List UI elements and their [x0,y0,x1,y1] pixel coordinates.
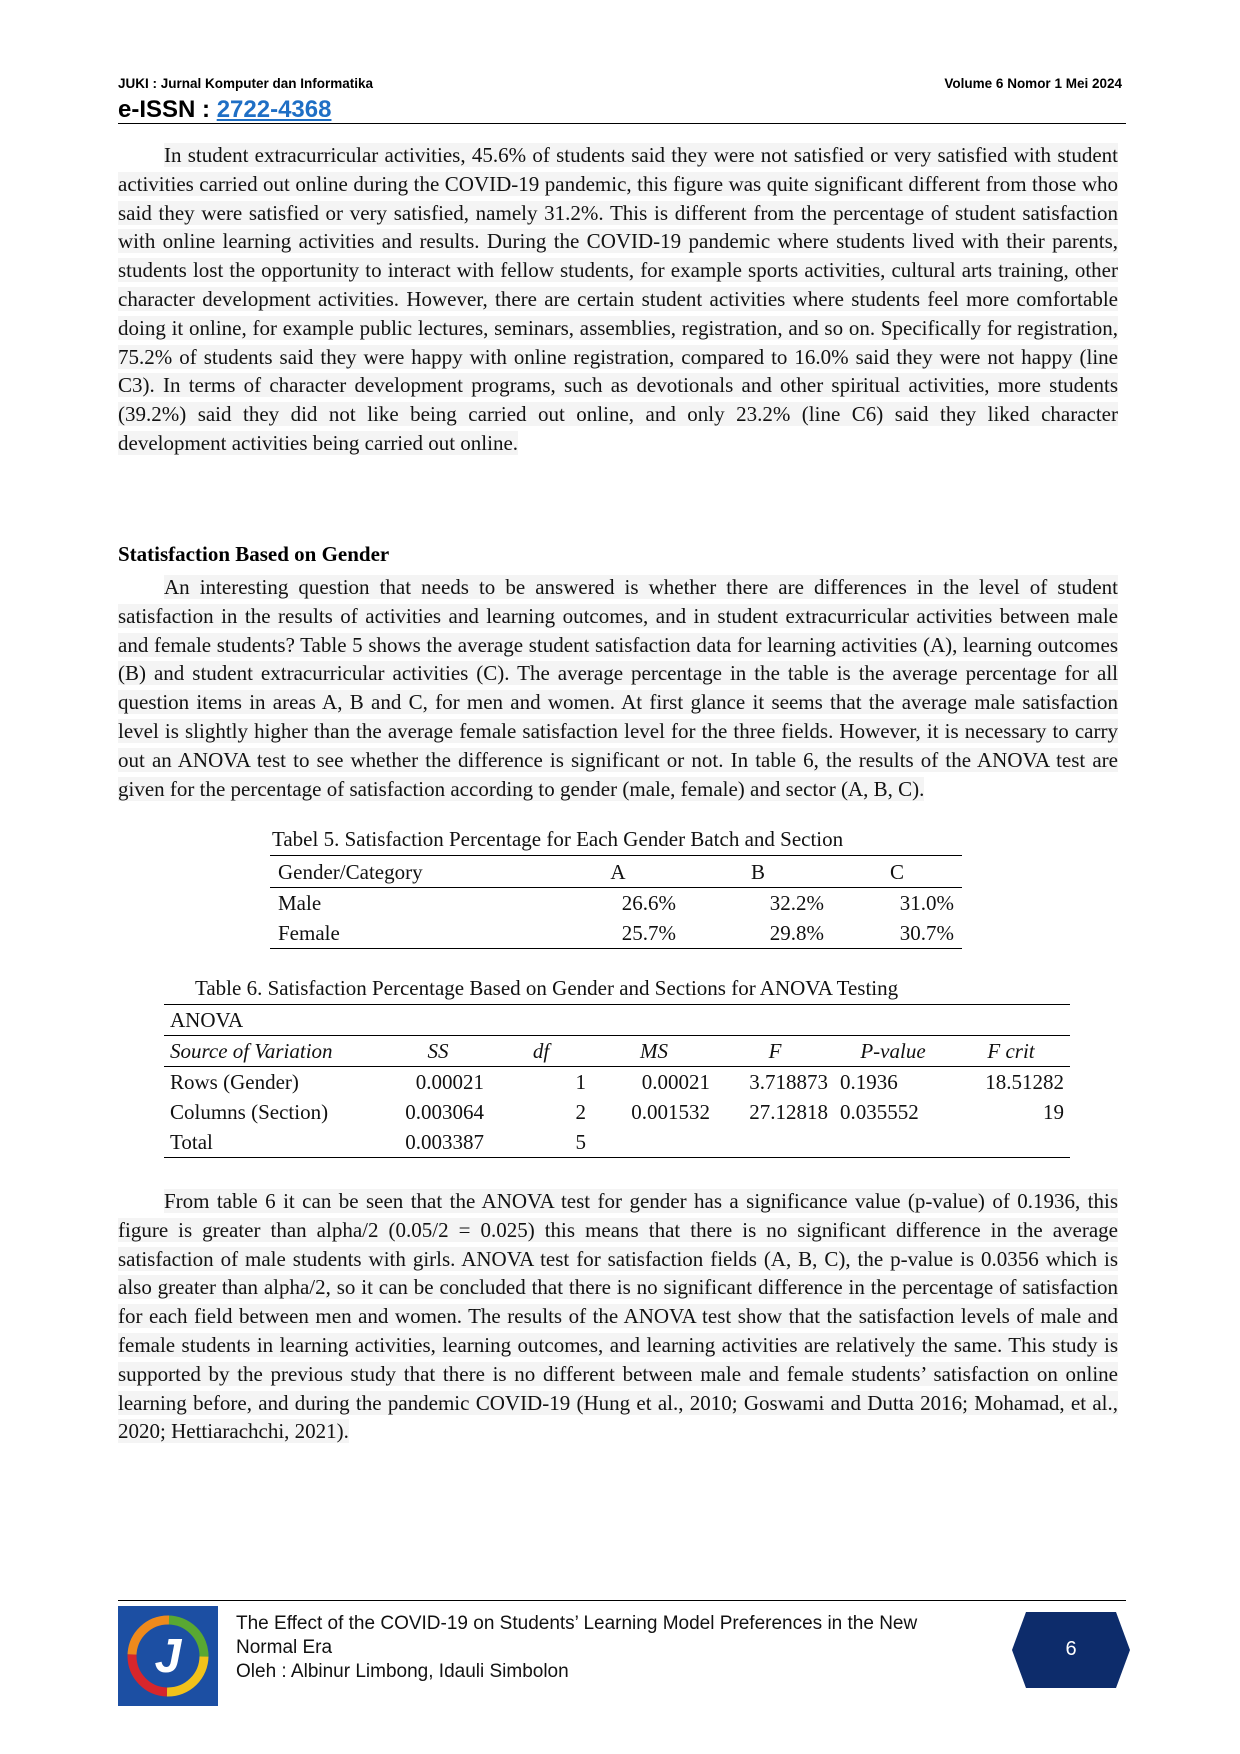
table6-cell: 2 [575,1100,586,1124]
table6-header-cell: df [490,1036,592,1067]
table5-cell: Female [270,918,552,949]
paragraph-gender-question [118,573,1118,803]
table5 [270,855,962,949]
table5-cell: 25.7% [552,918,684,949]
table6-header-cell: Source of Variation [164,1036,386,1067]
footer-article-info [236,1612,996,1684]
table5-header-cell: C [832,856,962,888]
paragraph-extracurricular [118,141,1118,458]
table6-cell: 3.718873 [749,1070,828,1094]
table6-cell: 0.035552 [840,1100,919,1124]
table6-header-cell: SS [386,1036,490,1067]
table6-cell: 0.001532 [631,1100,710,1124]
journal-volume: Volume 6 Nomor 1 Mei 2024 [944,76,1122,91]
table5-caption: Tabel 5. Satisfaction Percentage for Each Gender Batch and Section [272,827,844,851]
table6-cell: 0.00021 [415,1070,484,1094]
table5-cell: Male [278,891,322,915]
footer-title-line: The Effect of the COVID-19 on Students’ Learning Model Preferences in the New [236,1613,918,1634]
table6-cell [592,1127,716,1158]
journal-logo-icon [118,1606,218,1706]
logo-letter: J [154,1630,182,1683]
table6-header-cell: F [716,1036,834,1067]
table6-cell: Columns (Section) [170,1100,329,1124]
table6-cell: 0.1936 [840,1070,898,1094]
table5-cell: 32.2% [769,891,824,915]
table5-cell: 31.0% [899,891,954,915]
table6-row [164,1127,1070,1158]
paragraph-anova-discussion [118,1187,1118,1446]
table6-cell: 1 [575,1070,586,1094]
footer-authors: Oleh : Albinur Limbong, Idauli Simbolon [236,1661,569,1682]
table5-header-cell: A [552,856,684,888]
paragraph-text: In student extracurricular activities, 45.6% of students said they were not satisfied or very satisfied with student activities carried out online during the COVID-19 pandemic, this figure was quite significant different from those who said they were satisfied or very satisfied, namely 31.2%. This is different from the percentage of student satisfaction with online learning activities and results. During the COVID-19 pandemic where students lived with their parents, students lost the opportunity to interact with fellow students, for example sports activities, cultural arts training, other character development activities. However, there are certain student activities where students feel more comfortable doing it online, for example public lectures, seminars, assemblies, registration, and so on. Specifically for registration, 75.2% of students said they were happy with online registration, compared to 16.0% said they were not happy (line C3). In terms of character development programs, such as devotionals and other spiritual activities, more students (39.2%) said they did not like being carried out online, and only 23.2% (line C6) said they liked character development activities being carried out online. [118,143,1118,455]
table6-title: ANOVA [164,1005,1070,1036]
table6-cell: 0.00021 [641,1070,710,1094]
table6-header-row [164,1036,1070,1067]
table6 [164,1004,1070,1158]
footer-rule [118,1600,1126,1601]
table5-cell: 29.8% [684,918,832,949]
journal-name: JUKI : Jurnal Komputer dan Informatika [118,76,374,91]
table6-cell [834,1127,952,1158]
table6-row [164,1097,1070,1127]
header-rule [118,123,1126,124]
page-number-badge [1012,1612,1130,1688]
table6-row [164,1067,1070,1098]
issn-label: e-ISSN : [118,96,217,123]
table6-cell [716,1127,834,1158]
table6-cell: 18.51282 [985,1070,1064,1094]
table6-caption: Table 6. Satisfaction Percentage Based on Gender and Sections for ANOVA Testing [195,976,899,1000]
table6-header-cell: MS [592,1036,716,1067]
table6-cell [952,1127,1070,1158]
table5-header-cell: Gender/Category [270,856,552,888]
page-number: 6 [1065,1638,1077,1660]
issn [118,96,331,124]
table6-cell: 27.12818 [749,1100,828,1124]
table5-cell: 30.7% [832,918,962,949]
table6-header-cell: P-value [834,1036,952,1067]
table5-row [270,918,962,949]
table6-header-cell: F crit [952,1036,1070,1067]
table6-cell: 0.003387 [386,1127,490,1158]
table6-cell: Total [164,1127,386,1158]
paragraph-text: From table 6 it can be seen that the ANOVA test for gender has a significance value (p-value) of 0.1936, this figure is greater than alpha/2 (0.05/2 = 0.025) this means that there is no significant difference in the average satisfaction of male students with girls. ANOVA test for satisfaction fields (A, B, C), the p-value is 0.0356 which is also greater than alpha/2, so it can be concluded that there is no significant difference in the percentage of satisfaction for each field between men and women. The results of the ANOVA test show that the satisfaction levels of male and female students in learning activities, learning outcomes, and learning activities are relatively the same. This study is supported by the previous study that there is no different between male and female students’ satisfaction on online learning before, and during the pandemic COVID-19 (Hung et al., 2010; Goswami and Dutta 2016; Mohamad, et al., 2020; Hettiarachchi, 2021). [118,1189,1118,1444]
table6-cell: 0.003064 [405,1100,484,1124]
section-heading: Statisfaction Based on Gender [118,542,390,566]
table6-cell: 5 [490,1127,592,1158]
paragraph-text: An interesting question that needs to be answered is whether there are differences in the level of student satisfaction in the results of activities and learning outcomes, and in student extracurricular activities between male and female students? Table 5 shows the average student satisfaction data for learning activities (A), learning outcomes (B) and student extracurricular activities (C). The average percentage in the table is the average percentage for all question items in areas A, B and C, for men and women. At first glance it seems that the average male satisfaction level is slightly higher than the average female satisfaction level for the three fields. However, it is necessary to carry out an ANOVA test to see whether the difference is significant or not. In table 6, the results of the ANOVA test are given for the percentage of satisfaction according to gender (male, female) and sector (A, B, C). [118,575,1118,801]
issn-link[interactable]: 2722-4368 [216,96,332,123]
table5-cell: 26.6% [621,891,676,915]
footer-title-line: Normal Era [236,1637,333,1658]
table5-row [270,888,962,919]
table5-header-cell: B [684,856,832,888]
table6-cell: 19 [1043,1100,1064,1124]
table6-cell: Rows (Gender) [170,1070,299,1094]
table6-title-row [164,1005,1070,1036]
table5-header-row [270,856,962,888]
